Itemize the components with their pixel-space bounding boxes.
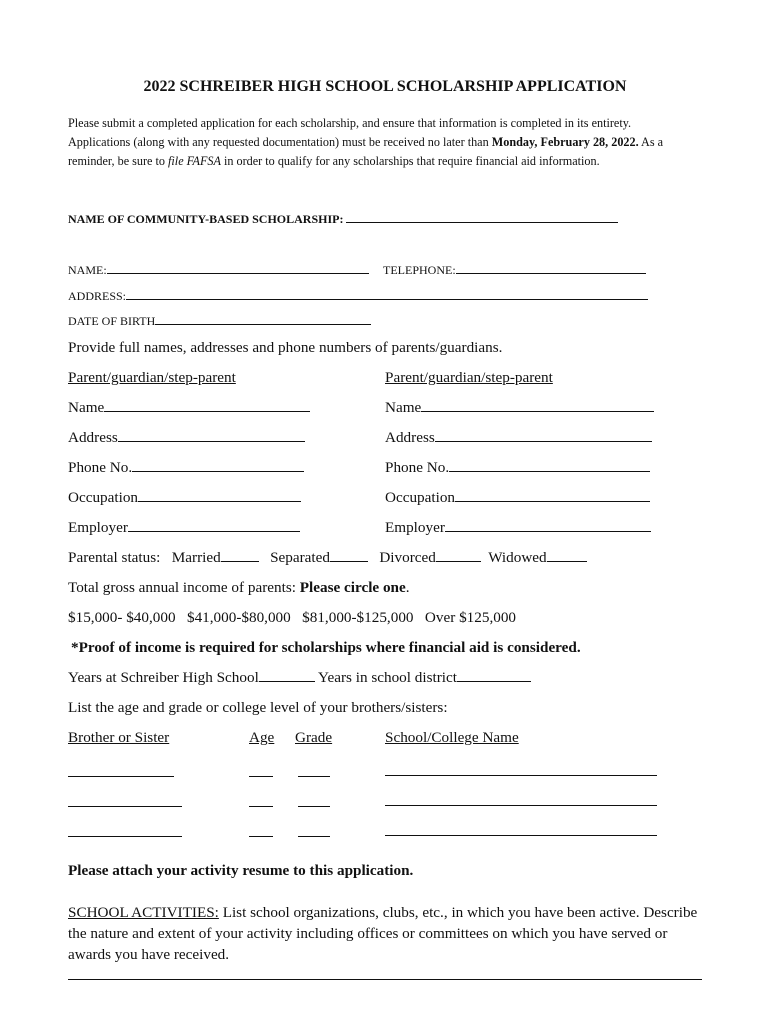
col-age-heading: Age [249, 729, 275, 746]
col-school-heading: School/College Name [385, 729, 519, 746]
status-divorced-field[interactable] [436, 560, 481, 562]
parent2-occupation-field[interactable] [455, 500, 650, 502]
parent2-name-label: Name [385, 399, 422, 416]
income-label: Total gross annual income of parents: [68, 579, 300, 596]
parent1-occupation-field[interactable] [138, 500, 301, 502]
school-activities-label: SCHOOL ACTIVITIES: [68, 904, 219, 921]
status-separated-field[interactable] [330, 560, 368, 562]
attach-resume-note: Please attach your activity resume to this application. [68, 862, 414, 879]
parent1-phone-label: Phone No. [68, 459, 133, 476]
intro-text-3: in order to qualify for any scholarships that require financial aid information. [220, 154, 600, 168]
income-option[interactable]: Over $125,000 [424, 609, 517, 626]
fafsa-text: file FAFSA [168, 154, 221, 168]
years-row [68, 669, 531, 687]
address-field[interactable] [126, 298, 648, 300]
sibling-name-field[interactable] [68, 776, 174, 777]
parent2-occupation-label: Occupation [385, 489, 456, 506]
sibling-name-field[interactable] [68, 836, 182, 837]
col-grade-heading: Grade [295, 729, 333, 746]
income-option[interactable]: $15,000- $40,000 [68, 609, 176, 626]
parent1-employer-field[interactable] [128, 530, 300, 532]
intro-text-2: As a reminder, be sure to [68, 135, 664, 168]
years-schreiber-field[interactable] [259, 680, 315, 682]
parent1-phone-field[interactable] [132, 470, 304, 472]
sibling-name-field[interactable] [68, 806, 182, 807]
intro-text-1: Please submit a completed application for each scholarship, and ensure that information is completed in its entirety. Applications (along with any requested documentation) must be received no later than [68, 116, 632, 149]
address-row [68, 289, 648, 304]
years-district-field[interactable] [457, 680, 531, 682]
telephone-field[interactable] [456, 272, 646, 274]
name-label: NAME: [68, 263, 107, 277]
col-sibling-heading: Brother or Sister [68, 729, 170, 746]
parent2-phone-label: Phone No. [385, 459, 450, 476]
siblings-heading: List the age and grade or college level of your brothers/sisters: [68, 699, 448, 716]
sibling-school-field[interactable] [385, 775, 657, 776]
parent2-heading: Parent/guardian/step-parent [385, 369, 553, 386]
telephone-row [383, 263, 646, 278]
parent2-name-field[interactable] [421, 410, 654, 412]
page-title: 2022 SCHREIBER HIGH SCHOOL SCHOLARSHIP APPLICATION [143, 78, 627, 95]
parent1-address-label: Address [68, 429, 118, 446]
telephone-label: TELEPHONE: [383, 263, 456, 277]
parent1-address-row [68, 429, 305, 447]
deadline-text: Monday, February 28, 2022. [491, 135, 639, 149]
parent2-name-row [385, 399, 654, 417]
activities-answer-line[interactable] [68, 979, 702, 980]
parent1-employer-row [68, 519, 300, 537]
status-married-label: Married [171, 549, 221, 566]
scholarship-name-row [68, 212, 618, 227]
parent2-occupation-row [385, 489, 650, 507]
parent1-address-field[interactable] [118, 440, 305, 442]
status-married-field[interactable] [221, 560, 259, 562]
dob-label: DATE OF BIRTH [68, 314, 156, 328]
parent2-address-label: Address [385, 429, 435, 446]
parental-status-row [68, 549, 587, 567]
school-activities-paragraph [68, 902, 708, 965]
name-field[interactable] [107, 272, 369, 274]
status-divorced-label: Divorced [379, 549, 436, 566]
intro-paragraph [68, 114, 678, 171]
parent2-employer-label: Employer [385, 519, 445, 536]
parent1-employer-label: Employer [68, 519, 128, 536]
income-option[interactable]: $81,000-$125,000 [302, 609, 414, 626]
parent1-occupation-row [68, 489, 301, 507]
parent1-phone-row [68, 459, 304, 477]
parent1-name-row [68, 399, 310, 417]
income-option[interactable]: $41,000-$80,000 [186, 609, 291, 626]
parent1-name-label: Name [68, 399, 105, 416]
sibling-grade-field[interactable] [298, 836, 330, 837]
parent1-heading: Parent/guardian/step-parent [68, 369, 236, 386]
parental-status-label: Parental status: [68, 549, 161, 566]
status-separated-label: Separated [270, 549, 330, 566]
parent2-phone-field[interactable] [449, 470, 650, 472]
status-widowed-label: Widowed [488, 549, 547, 566]
scholarship-name-field[interactable] [346, 221, 618, 223]
school-activities-text: List school organizations, clubs, etc., in which you have been active. Describe the nature and extent of your activity including offices or committees on which you have served or awards you have received. [68, 904, 698, 963]
dob-field[interactable] [155, 323, 371, 325]
sibling-grade-field[interactable] [298, 776, 330, 777]
parent2-employer-field[interactable] [445, 530, 651, 532]
sibling-grade-field[interactable] [298, 806, 330, 807]
address-label: ADDRESS: [68, 289, 127, 303]
parent1-name-field[interactable] [104, 410, 310, 412]
years-schreiber-label: Years at Schreiber High School [68, 669, 259, 686]
parent1-occupation-label: Occupation [68, 489, 139, 506]
sibling-age-field[interactable] [249, 776, 273, 777]
parent2-phone-row [385, 459, 650, 477]
sibling-age-field[interactable] [249, 806, 273, 807]
parent2-employer-row [385, 519, 651, 537]
parent2-address-field[interactable] [435, 440, 652, 442]
proof-of-income-note: *Proof of income is required for scholarships where financial aid is considered. [71, 639, 581, 656]
years-district-label: Years in school district [314, 669, 457, 686]
income-period: . [405, 579, 410, 596]
income-instruction: Please circle one [299, 579, 406, 596]
status-widowed-field[interactable] [547, 560, 587, 562]
parents-heading: Provide full names, addresses and phone numbers of parents/guardians. [68, 339, 503, 356]
name-row [68, 263, 369, 278]
parent2-address-row [385, 429, 652, 447]
sibling-school-field[interactable] [385, 835, 657, 836]
sibling-school-field[interactable] [385, 805, 657, 806]
dob-row [68, 314, 371, 329]
sibling-age-field[interactable] [249, 836, 273, 837]
scholarship-name-label: NAME OF COMMUNITY-BASED SCHOLARSHIP: [68, 212, 347, 226]
income-row [68, 579, 410, 597]
income-options-row [68, 609, 516, 627]
